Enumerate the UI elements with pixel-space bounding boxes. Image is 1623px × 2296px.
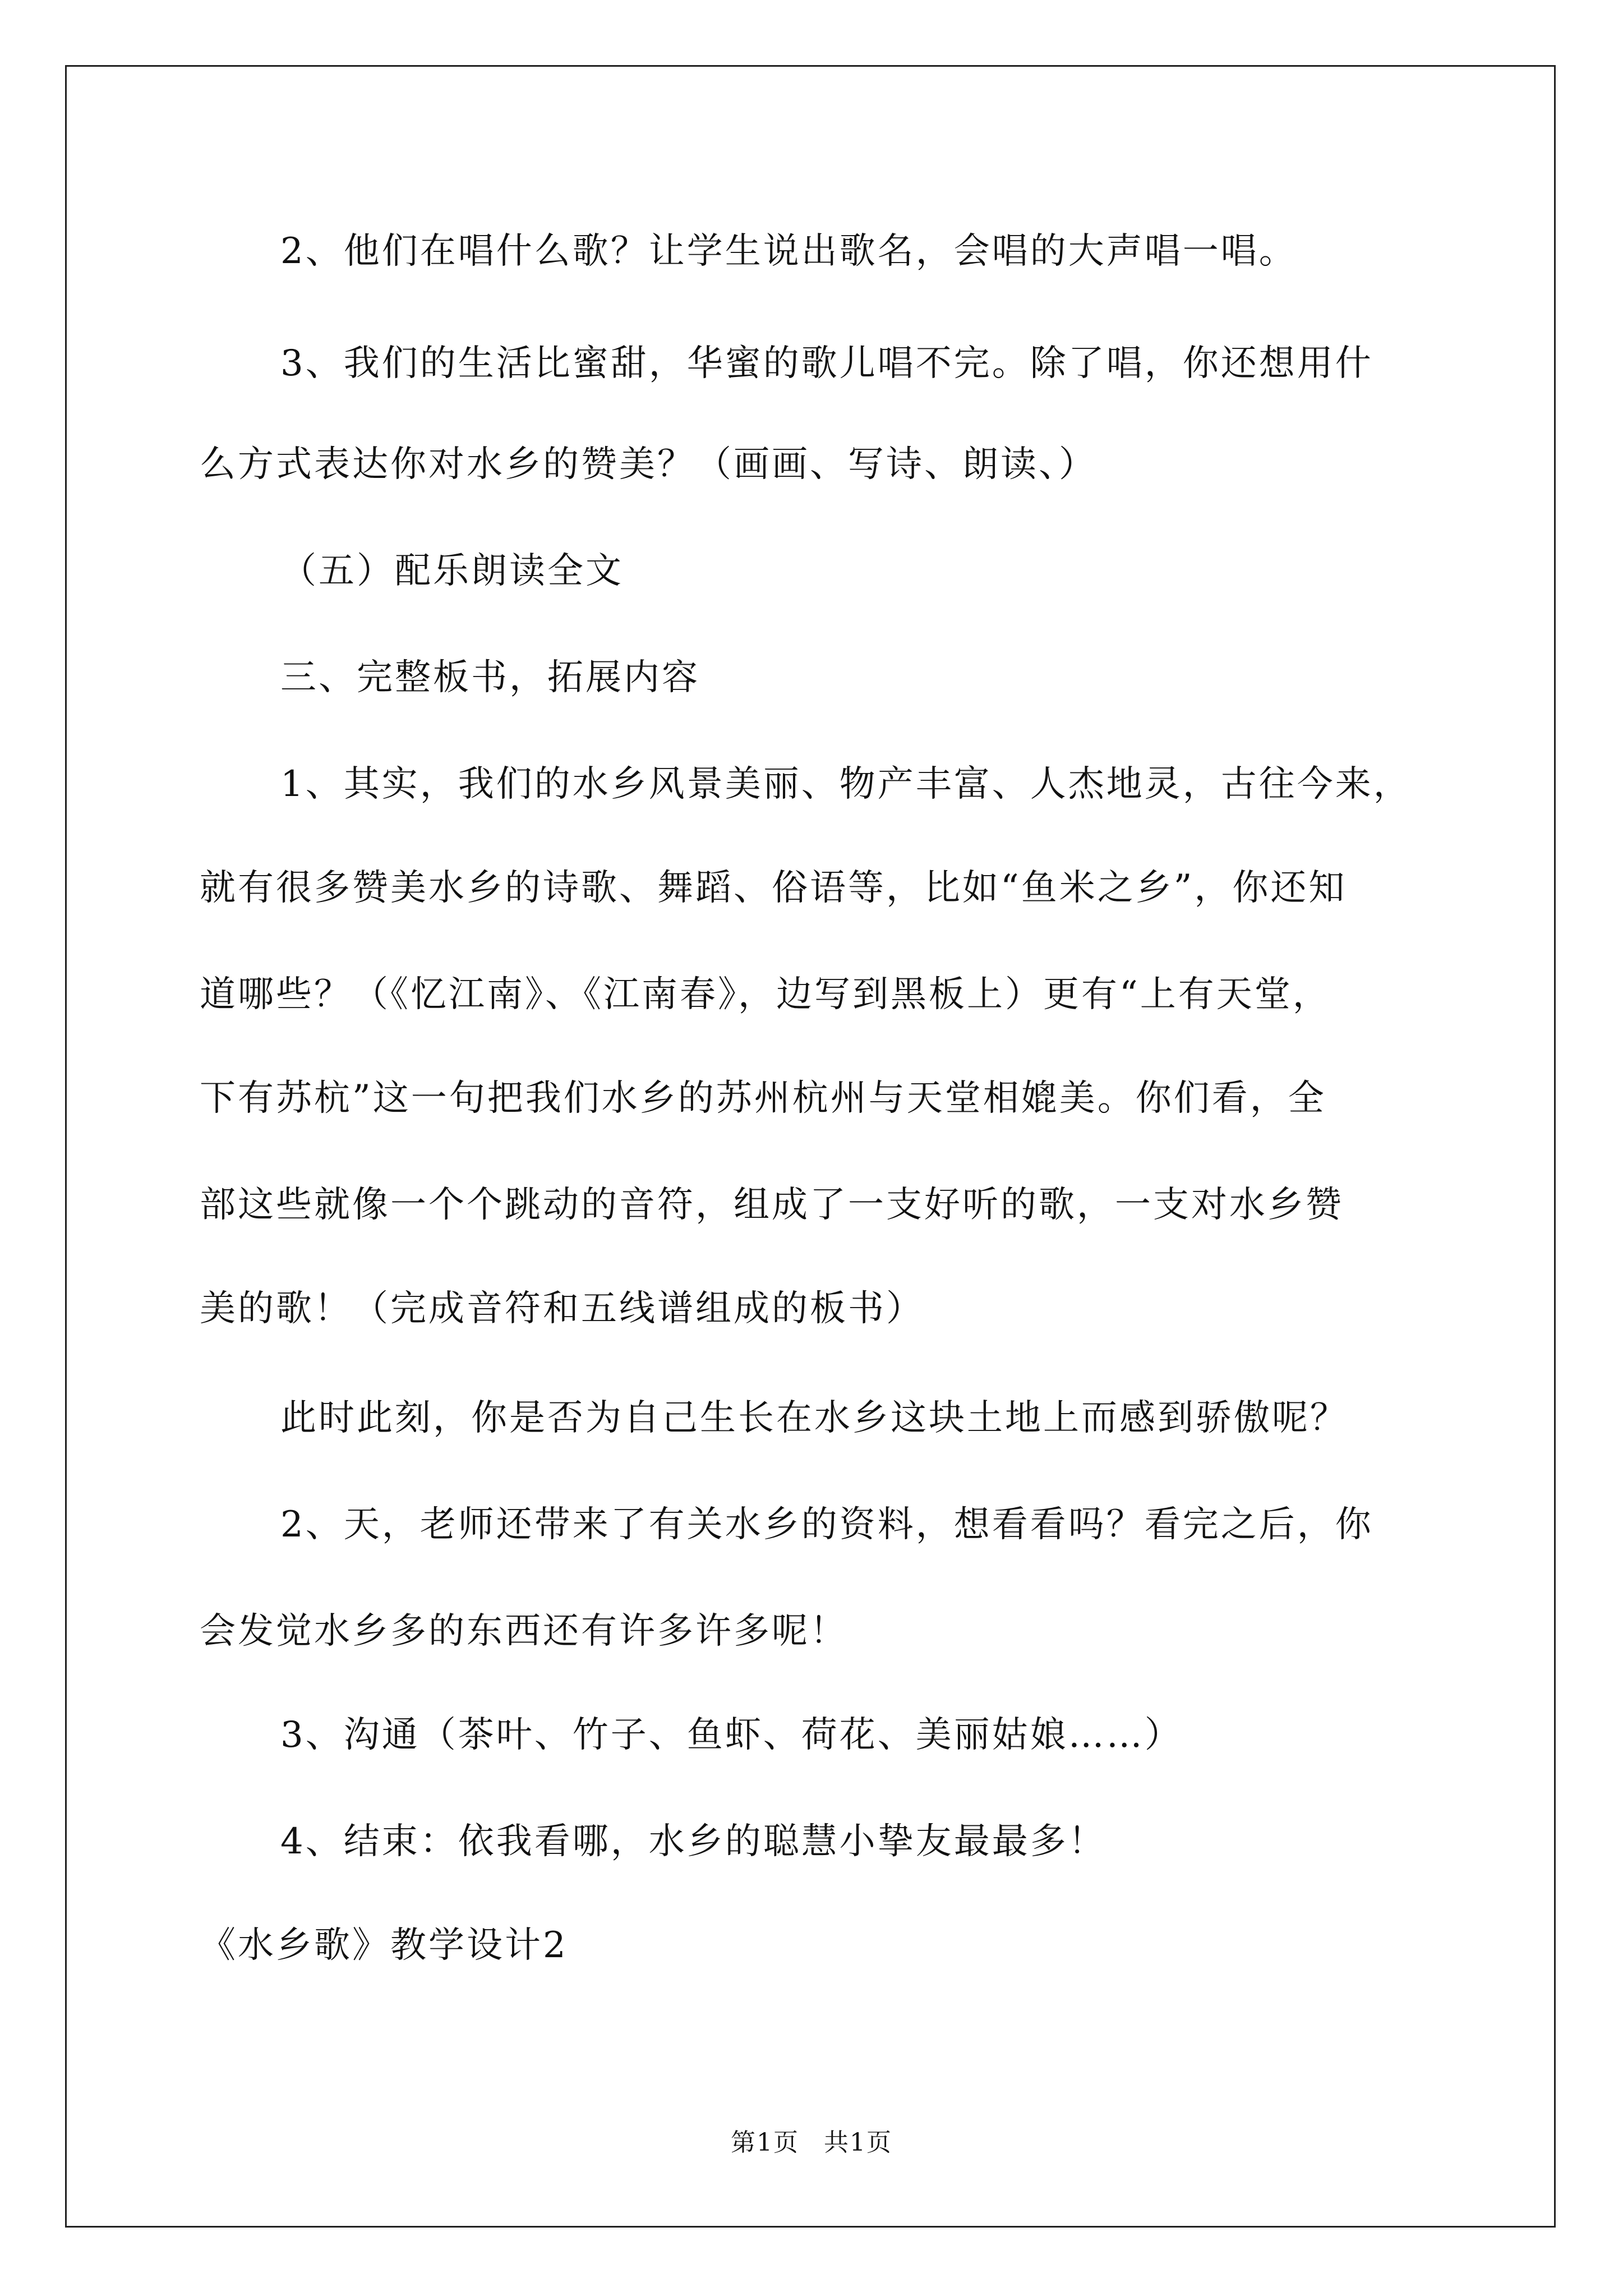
paragraph-line: 美的歌！（完成音符和五线谱组成的板书） <box>200 1288 924 1329</box>
paragraph-line: 3、我们的生活比蜜甜，华蜜的歌儿唱不完。除了唱，你还想用什 <box>280 343 1373 384</box>
section-heading: 三、完整板书，拓展内容 <box>280 657 700 698</box>
paragraph-line: 3、沟通（茶叶、竹子、鱼虾、荷花、美丽姑娘……） <box>280 1714 1183 1756</box>
paragraph-line: 2、他们在唱什么歌？让学生说出歌名，会唱的大声唱一唱。 <box>280 231 1297 272</box>
paragraph-line: 下有苏杭”这一句把我们水乡的苏州杭州与天堂相媲美。你们看，全 <box>200 1078 1326 1119</box>
paragraph-line: 么方式表达你对水乡的赞美？（画画、写诗、朗读、） <box>200 444 1097 485</box>
document-title: 《水乡歌》教学设计2 <box>200 1925 568 1966</box>
page-total: 共1页 <box>824 2128 892 2157</box>
paragraph-line: 4、结束：依我看哪，水乡的聪慧小挚友最最多！ <box>280 1821 1106 1862</box>
paragraph-line: 道哪些？（《忆江南》、《江南春》，边写到黑板上）更有“上有天堂， <box>200 974 1331 1015</box>
paragraph-line: 部这些就像一个个跳动的音符，组成了一支好听的歌，一支对水乡赞 <box>200 1184 1344 1226</box>
paragraph-line: 2、天，老师还带来了有关水乡的资料，想看看吗？看完之后，你 <box>280 1504 1373 1545</box>
section-heading: （五）配乐朗读全文 <box>280 550 624 592</box>
page-footer <box>0 2126 1623 2160</box>
page-border <box>65 65 1556 2228</box>
page-number: 第1页 <box>731 2128 799 2157</box>
paragraph-line: 会发觉水乡多的东西还有许多许多呢！ <box>200 1611 848 1652</box>
paragraph-line: 就有很多赞美水乡的诗歌、舞蹈、俗语等，比如“鱼米之乡”，你还知 <box>200 867 1347 909</box>
paragraph-line: 1、其实，我们的水乡风景美丽、物产丰富、人杰地灵，古往今来， <box>280 763 1412 805</box>
paragraph-line: 此时此刻，你是否为自己生长在水乡这块土地上而感到骄傲呢？ <box>280 1397 1348 1439</box>
